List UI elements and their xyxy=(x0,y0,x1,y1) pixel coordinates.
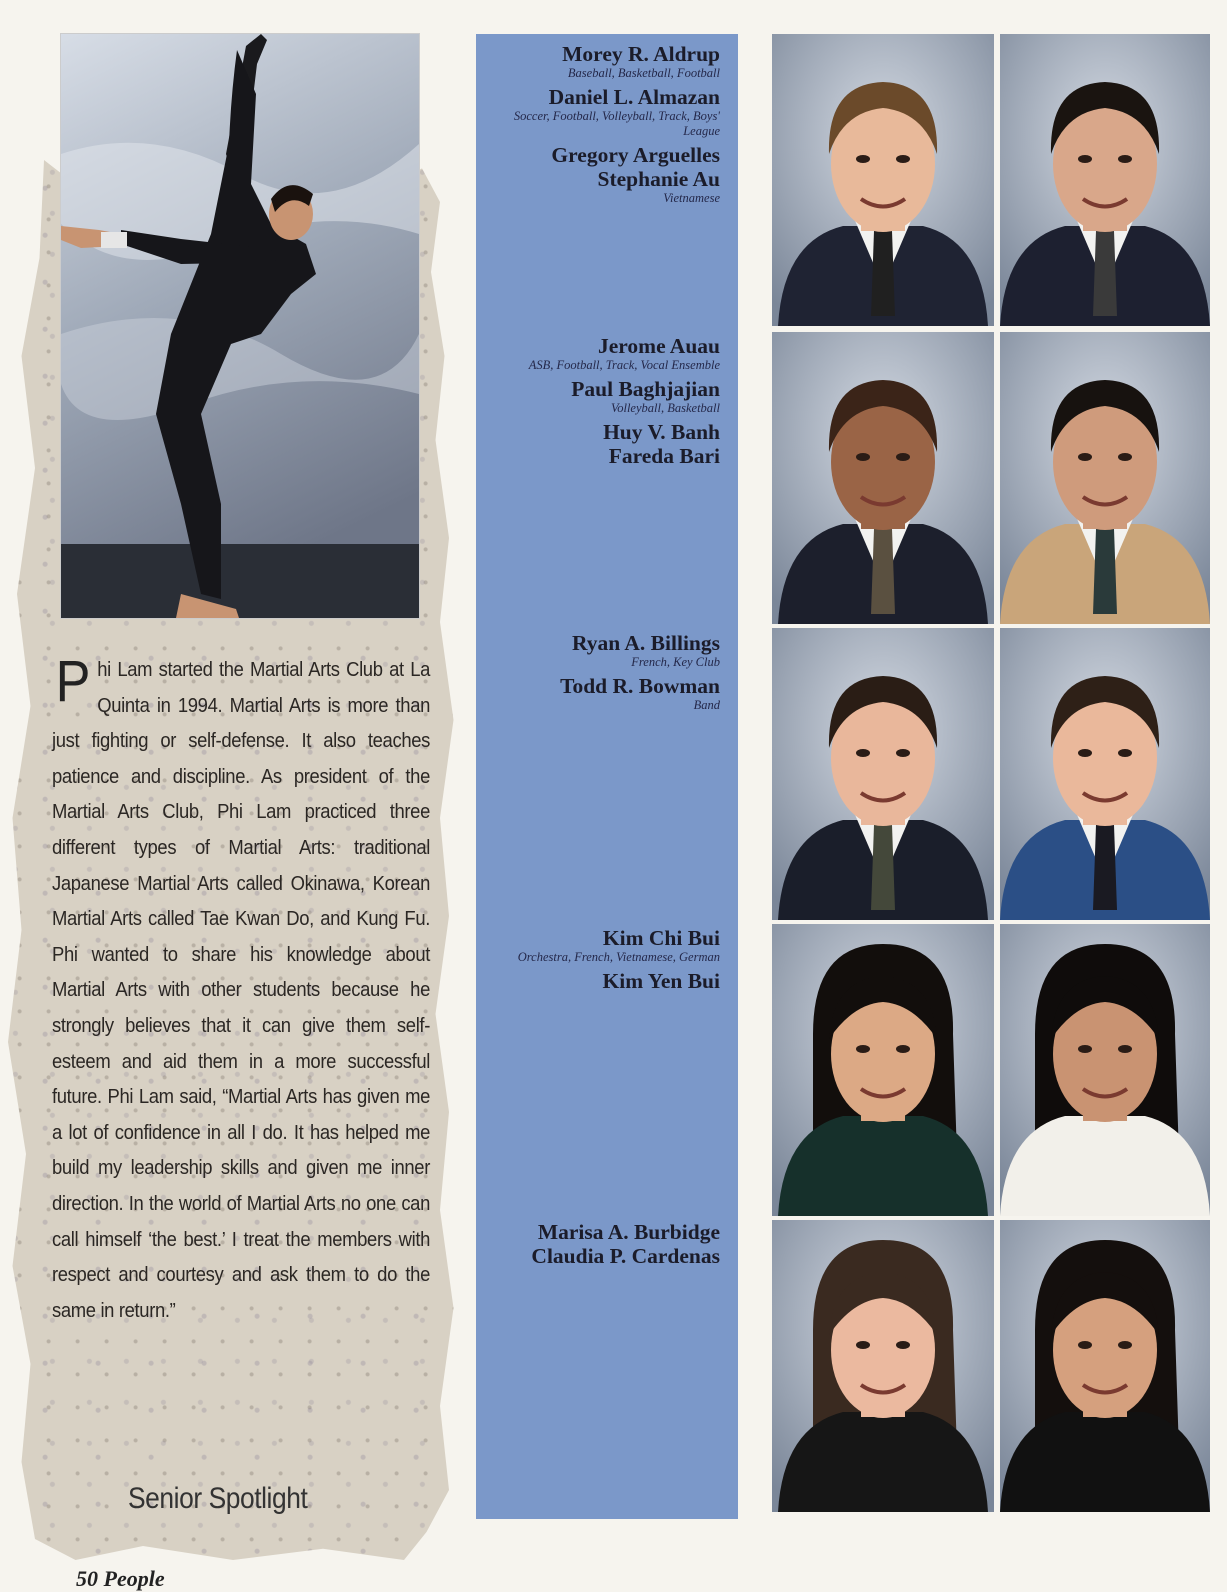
name-group-4 xyxy=(480,926,720,993)
student-portrait xyxy=(1000,34,1210,326)
student-activities: Vietnamese xyxy=(663,191,720,205)
student-name: Daniel L. Almazan xyxy=(548,85,720,109)
student-portrait xyxy=(772,924,994,1216)
student-activities: Volleyball, Basketball xyxy=(610,401,720,415)
student-portrait xyxy=(1000,924,1210,1216)
page-folio: 50 People xyxy=(76,1566,165,1591)
name-group-5 xyxy=(480,1220,720,1268)
student-activities: Soccer, Football, Volleyball, Track, Boys' League xyxy=(513,109,720,138)
student-name: Claudia P. Cardenas xyxy=(531,1244,720,1268)
student-name: Ryan A. Billings xyxy=(571,631,720,655)
student-name: Paul Baghjajian xyxy=(571,377,720,401)
student-activities: Band xyxy=(693,698,720,712)
student-portrait xyxy=(772,34,994,326)
student-portrait xyxy=(1000,1220,1210,1512)
senior-spotlight-label: Senior Spotlight xyxy=(128,1482,308,1515)
story-dropcap: P xyxy=(55,649,91,714)
feature-photo-martial-arts-kick xyxy=(60,33,420,619)
names-column xyxy=(476,34,738,1519)
senior-spotlight-story xyxy=(52,649,430,1328)
student-portrait xyxy=(1000,628,1210,920)
student-portrait xyxy=(772,628,994,920)
student-name: Fareda Bari xyxy=(608,444,720,468)
student-name: Todd R. Bowman xyxy=(560,674,720,698)
name-group-1 xyxy=(480,42,720,210)
student-activities: Baseball, Basketball, Football xyxy=(567,66,720,80)
student-name: Huy V. Banh xyxy=(603,420,720,444)
student-portrait xyxy=(772,1220,994,1512)
student-name: Morey R. Aldrup xyxy=(562,42,720,66)
student-name: Gregory Arguelles xyxy=(551,143,720,167)
student-activities: French, Key Club xyxy=(631,655,720,669)
student-name: Kim Chi Bui xyxy=(602,926,720,950)
student-activities: ASB, Football, Track, Vocal Ensemble xyxy=(528,358,720,372)
student-portrait xyxy=(772,332,994,624)
name-group-2 xyxy=(480,334,720,468)
student-name: Stephanie Au xyxy=(597,167,720,191)
student-name: Marisa A. Burbidge xyxy=(537,1220,720,1244)
story-body: hi Lam started the Martial Arts Club at La Quinta in 1994. Martial Arts is more than just fighting or self-defense. It also teaches patience and discipline. As president of the Martial Arts Club, Phi Lam practiced three different types of Martial Arts: traditional Japanese Martial Arts called Okinawa, Korean Martial Arts called Tae Kwan Do, and Kung Fu. Phi wanted to share his knowledge about Martial Arts with other students because he strongly believes that it can give them self-esteem and aid them in a more successful future. Phi Lam said, “Martial Arts has given me a lot of confidence in all I do. It has helped me build my leadership skills and given me inner direction. In the world of Martial Arts no one can call himself ‘the best.’ I treat the members with respect and courtesy and ask them to do the same in return.” xyxy=(52,658,430,1322)
name-group-3 xyxy=(480,631,720,717)
student-portrait xyxy=(1000,332,1210,624)
student-name: Kim Yen Bui xyxy=(602,969,720,993)
student-name: Jerome Auau xyxy=(597,334,720,358)
student-activities: Orchestra, French, Vietnamese, German xyxy=(517,950,720,964)
